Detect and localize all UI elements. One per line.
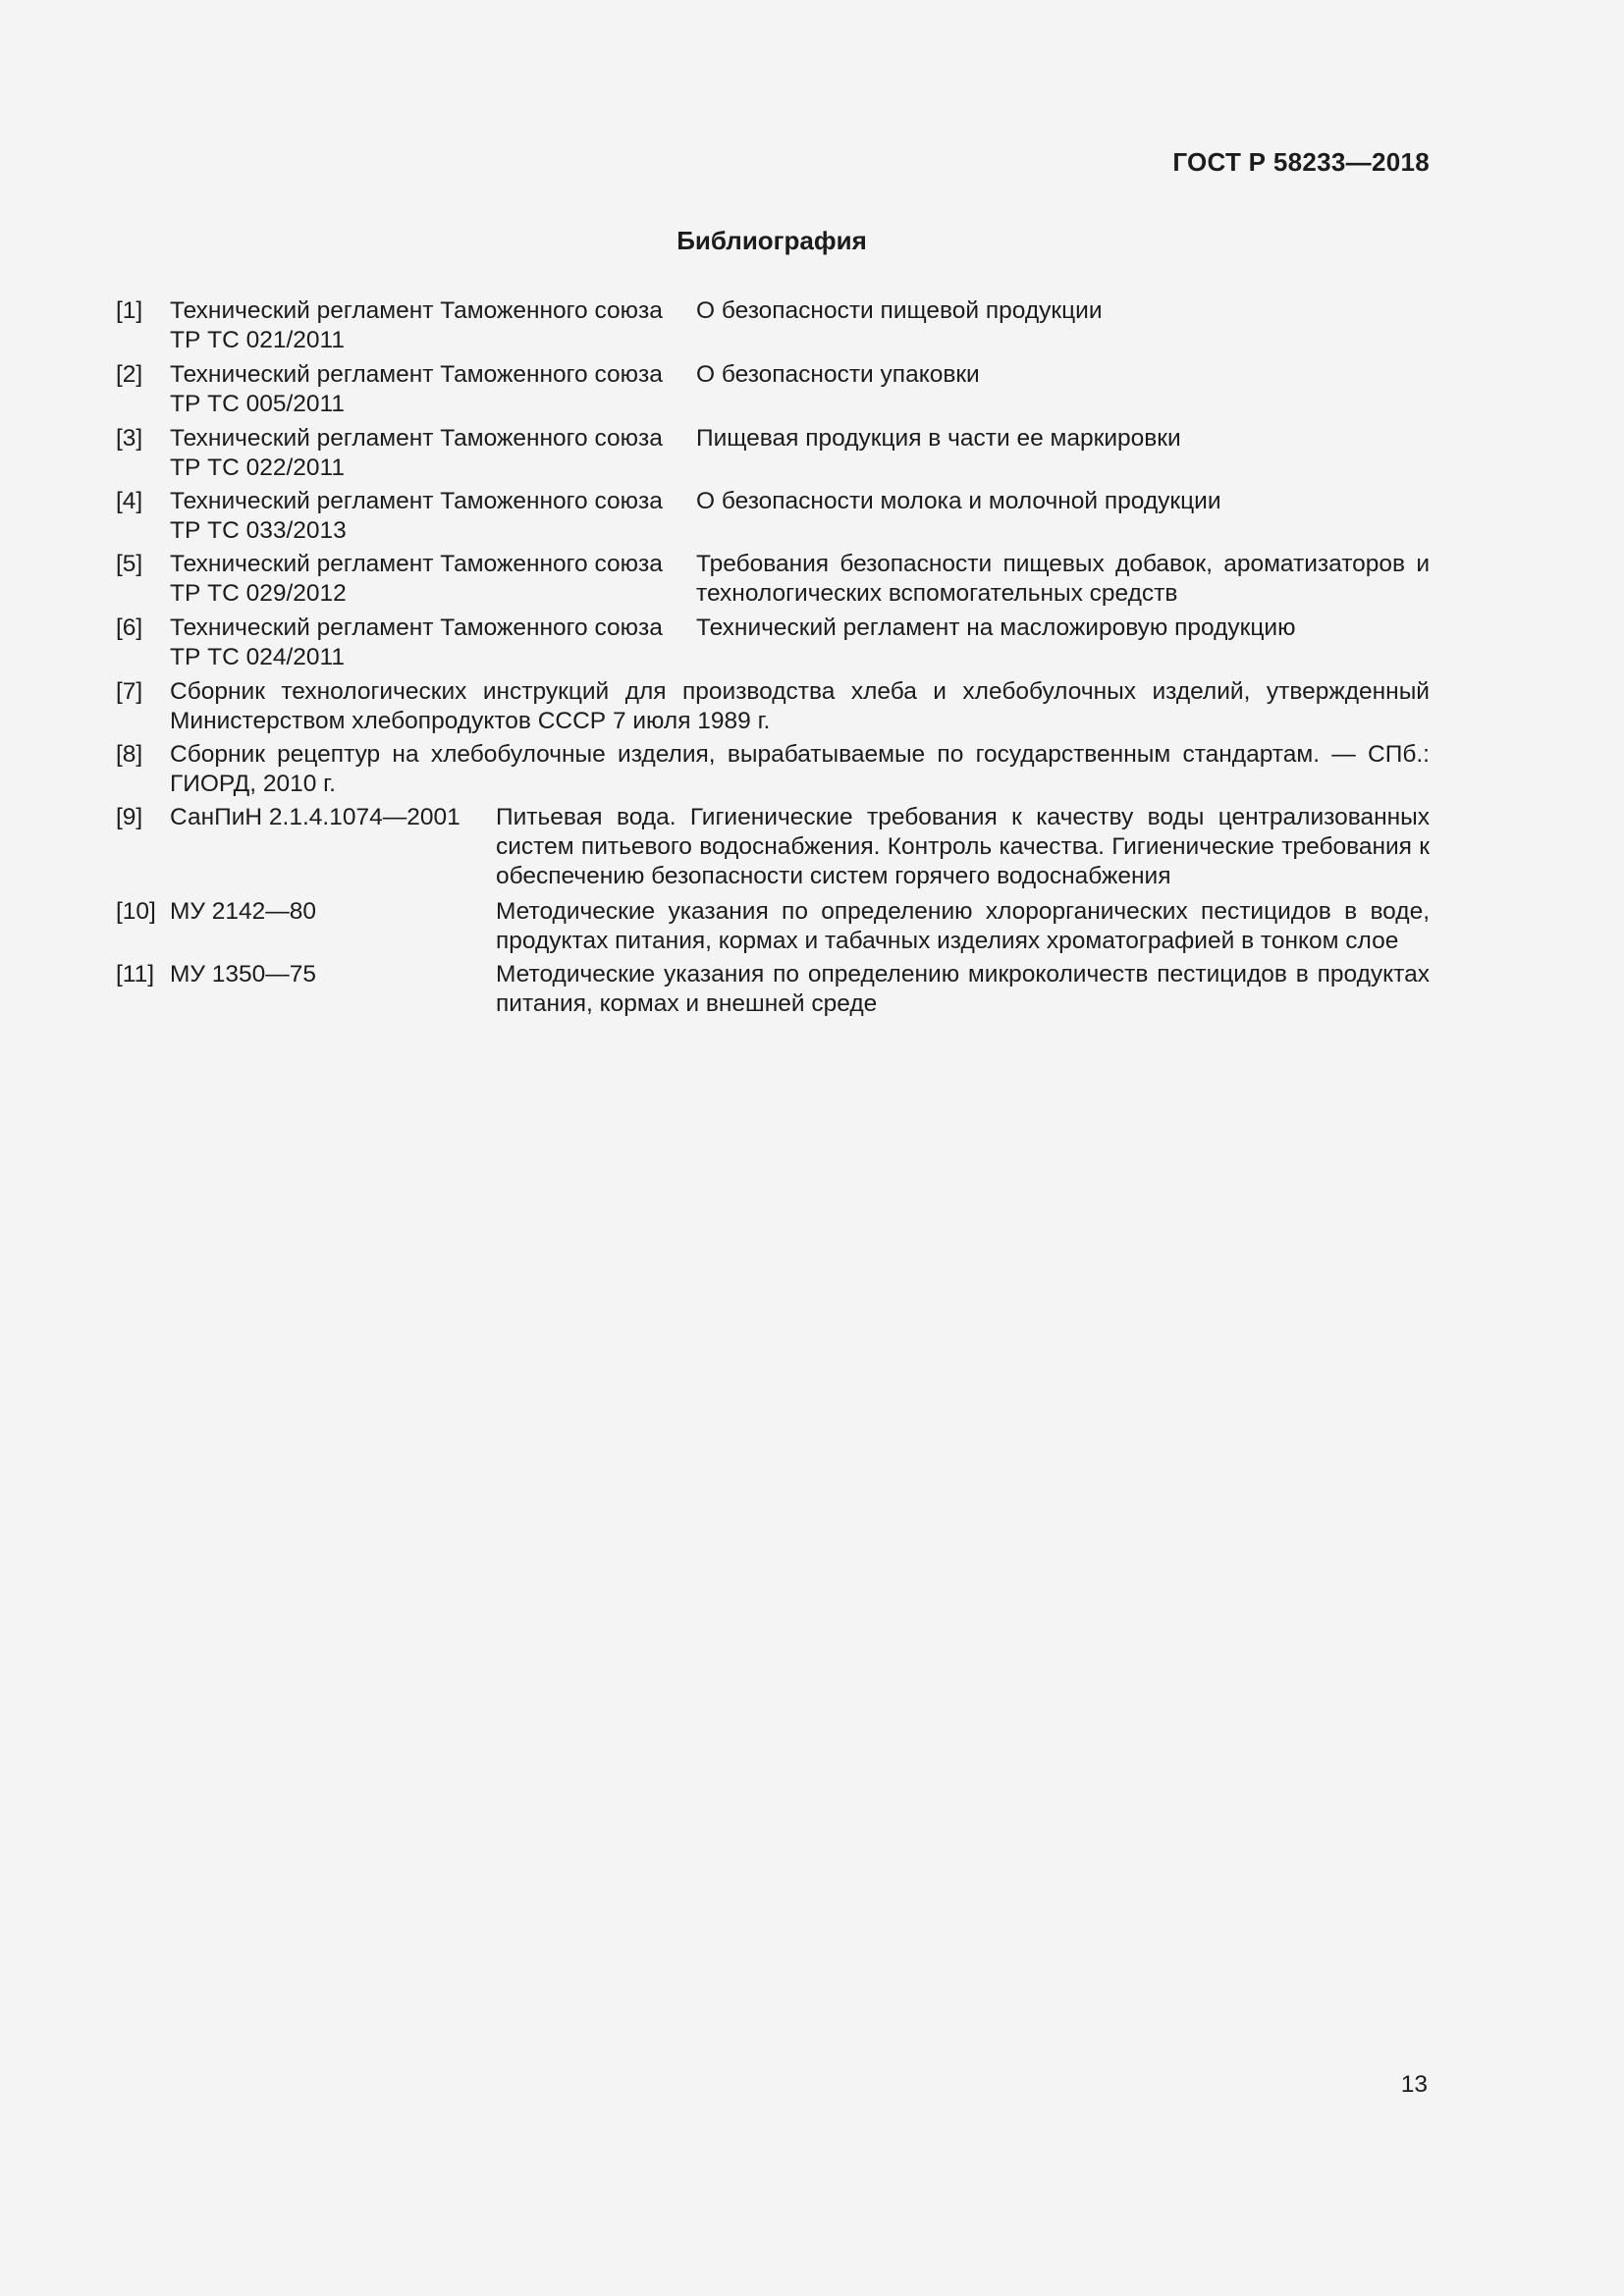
entry-source-title: Технический регламент Таможенного союза (170, 614, 663, 641)
entry-description: Питьевая вода. Гигиенические требования к качеству воды централизованных систем питьевого водоснабжения. Контроль качества. Гигиенические требования к обеспечению безопасности систем горячего водоснабжения (496, 804, 1430, 889)
entry-source: СанПиН 2.1.4.1074—2001 (170, 804, 460, 830)
entry-number: [11] (116, 961, 155, 988)
entry-source-title: Технический регламент Таможенного союза (170, 297, 663, 324)
entry-source-title: Технический регламент Таможенного союза (170, 361, 663, 388)
entry-number: [3] (116, 425, 143, 452)
entry-source-code: ТР ТС 033/2013 (170, 517, 347, 544)
entry-source-code: ТР ТС 021/2011 (170, 327, 345, 353)
entry-description: О безопасности молока и молочной продукции (696, 488, 1221, 514)
entry-description: О безопасности пищевой продукции (696, 297, 1103, 324)
entry-description: Пищевая продукция в части ее маркировки (696, 425, 1181, 452)
entry-source-code: ТР ТС 024/2011 (170, 644, 345, 670)
entry-source-code: ТР ТС 005/2011 (170, 391, 345, 417)
entry-source: МУ 2142—80 (170, 898, 317, 925)
entry-number: [8] (116, 741, 143, 768)
entry-source-title: Технический регламент Таможенного союза (170, 425, 663, 452)
entry-description: Методические указания по определению микроколичеств пестицидов в продуктах питания, кормах и внешней среде (496, 961, 1430, 1017)
entry-source (170, 487, 680, 546)
entry-description: Требования безопасности пищевых добавок, ароматизаторов и технологических вспомогательных средств (696, 551, 1430, 607)
entry-number: [9] (116, 804, 143, 830)
entry-source-code: ТР ТС 022/2011 (170, 454, 345, 481)
page-title: Библиография (677, 226, 867, 255)
page-number: 13 (1400, 2071, 1428, 2098)
entry-number: [2] (116, 361, 143, 388)
entry-text: Сборник рецептур на хлебобулочные изделия, вырабатываемые по государственным стандартам. — СПб.: ГИОРД, 2010 г. (170, 741, 1430, 797)
entry-source (170, 360, 680, 419)
entry-number: [7] (116, 678, 143, 705)
entry-number: [1] (116, 297, 143, 324)
entry-number: [6] (116, 614, 143, 641)
entry-description: Технический регламент на масложировую продукцию (696, 614, 1296, 641)
entry-source (170, 614, 680, 672)
entry-source (170, 424, 680, 483)
entry-source (170, 550, 680, 609)
entry-source: МУ 1350—75 (170, 961, 317, 988)
entry-source-title: Технический регламент Таможенного союза (170, 488, 663, 514)
entry-source-code: ТР ТС 029/2012 (170, 580, 347, 607)
entry-description: О безопасности упаковки (696, 361, 980, 388)
entry-source-title: Технический регламент Таможенного союза (170, 551, 663, 577)
document-code: ГОСТ Р 58233—2018 (1172, 147, 1430, 177)
entry-description: Методические указания по определению хлорорганических пестицидов в воде, продуктах питания, кормах и табачных изделиях хроматографией в тонком слое (496, 898, 1430, 954)
entry-number: [5] (116, 551, 143, 577)
entry-source (170, 296, 680, 355)
entry-text: Сборник технологических инструкций для производства хлеба и хлебобулочных изделий, утвержденный Министерством хлебопродуктов СССР 7 июля 1989 г. (170, 678, 1430, 734)
entry-number: [10] (116, 898, 156, 925)
entry-number: [4] (116, 488, 143, 514)
